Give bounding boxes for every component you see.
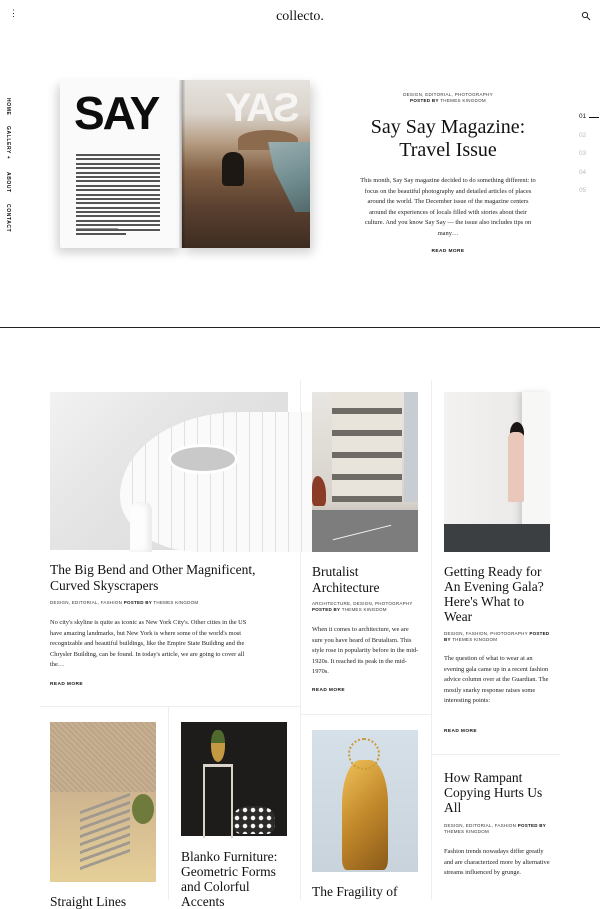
grid-divider	[168, 706, 169, 900]
hero-excerpt: This month, Say Say magazine decided to do something different: to focus on the beautiful photography and detailed articles of places around the world. The December issue of the magazine centers around the experiences of locals filled with stories about their culture. And you know Say Say — the issue also includes tips on many…	[360, 177, 536, 237]
slide-number-04[interactable]: 04	[579, 168, 587, 176]
article-title[interactable]: How Rampant Copying Hurts Us All	[444, 770, 543, 815]
article-title[interactable]: The Big Bend and Other Magnificent, Curved Skyscrapers	[50, 562, 256, 593]
posted-by-label: POSTED BY	[517, 823, 546, 828]
article-title[interactable]: Blanko Furniture: Geometric Forms and Colorful Accents	[181, 849, 278, 909]
article-card	[181, 722, 289, 909]
article-read-more[interactable]: READ MORE	[312, 688, 345, 693]
slide-number-03[interactable]: 03	[579, 150, 587, 157]
nav-home[interactable]: HOME	[5, 98, 11, 116]
hero-meta	[360, 92, 536, 104]
article-categories[interactable]: ARCHITECTURE, DESIGN, PHOTOGRAPHY	[312, 601, 413, 606]
article-image[interactable]	[312, 392, 418, 550]
hiker-shape	[222, 152, 244, 186]
article-categories[interactable]: DESIGN, EDITORIAL, FASHION	[50, 600, 123, 605]
hero-slider	[0, 36, 600, 328]
article-card	[50, 392, 288, 692]
article-excerpt: No city's skyline is quite as iconic as New York City's. Other cities in the US have amazing landmarks, but New York is where some of the world's most recognizable and beautiful buildings, like the Empire State Building and the Chrysler Building, can be found. In today's article, we are going to cover all the…	[50, 619, 247, 669]
site-header	[0, 0, 600, 36]
hero-categories[interactable]: DESIGN, EDITORIAL, PHOTOGRAPHY	[403, 92, 493, 97]
article-card	[50, 722, 158, 909]
slide-number-05[interactable]: 05	[579, 187, 587, 194]
article-excerpt: The question of what to wear at an evening gala came up in a recent fashion advice column over at the Guardian. The mostly snarky response raises some interesting points:	[444, 655, 549, 705]
slide-number-01[interactable]: 01	[579, 113, 599, 132]
article-card	[444, 392, 552, 742]
article-author[interactable]: THEMES KINGDOM	[444, 829, 490, 834]
article-image[interactable]	[444, 392, 550, 550]
magazine-footer-text	[76, 224, 136, 231]
nav-about[interactable]: ABOUT	[5, 172, 11, 193]
hero-magazine-image[interactable]	[60, 80, 310, 250]
article-meta	[444, 631, 550, 643]
sea-shape	[250, 142, 310, 212]
article-author[interactable]: THEMES KINGDOM	[153, 600, 199, 605]
article-excerpt: Fashion trends nowadays differ greatly and are characterized more by alternative streams influenced by grunge.	[444, 848, 550, 877]
posted-by-label: POSTED BY	[410, 98, 439, 103]
search-icon[interactable]	[581, 11, 591, 21]
article-image[interactable]	[50, 722, 156, 882]
article-categories[interactable]: DESIGN, FASHION, PHOTOGRAPHY	[444, 631, 528, 636]
posted-by-label: POSTED BY	[312, 607, 341, 612]
article-card	[312, 392, 420, 702]
menu-icon[interactable]: ⋮	[9, 8, 18, 18]
hero-author-line	[360, 98, 536, 104]
article-meta	[50, 600, 280, 606]
article-author[interactable]: THEMES KINGDOM	[452, 637, 498, 642]
article-meta	[444, 823, 550, 835]
hero-read-more[interactable]: READ MORE	[431, 249, 465, 254]
article-image[interactable]	[181, 722, 287, 836]
article-image[interactable]	[312, 730, 418, 872]
article-meta	[312, 601, 418, 613]
nav-contact[interactable]: CONTACT	[5, 204, 11, 233]
slide-number-02[interactable]: 02	[579, 131, 587, 139]
article-title[interactable]: The Fragility of	[312, 884, 398, 899]
magazine-left-page	[60, 80, 182, 248]
magazine-right-page	[182, 80, 310, 248]
article-read-more[interactable]: READ MORE	[444, 729, 477, 734]
grid-divider	[301, 714, 431, 715]
hero-author[interactable]: THEMES KINGDOM	[440, 98, 486, 103]
grid-divider	[432, 754, 560, 755]
magazine-headline: SAY	[74, 87, 159, 139]
article-title[interactable]: Brutalist Architecture	[312, 564, 380, 595]
grid-divider	[40, 706, 300, 707]
hero-text	[360, 92, 536, 257]
slide-pagination	[579, 113, 599, 206]
article-title[interactable]: Getting Ready for An Evening Gala? Here's What to Wear	[444, 564, 544, 624]
article-excerpt: When it comes to architecture, we are sure you have heard of Brutalism. This style rose in popularity before in the mid-1920s. It reached its peak in the mid-1970s.	[312, 626, 419, 676]
grid-divider	[431, 380, 432, 900]
article-read-more[interactable]: READ MORE	[50, 682, 83, 687]
nav-gallery[interactable]: GALLERY +	[5, 126, 11, 160]
magazine-spine	[179, 80, 185, 248]
posted-by-label: POSTED BY	[123, 600, 152, 605]
article-card	[444, 770, 552, 900]
hero-title[interactable]: Say Say Magazine: Travel Issue	[370, 116, 526, 161]
magazine-mirror-headline: SAY	[227, 86, 300, 130]
article-card	[312, 730, 420, 900]
article-title[interactable]: Straight Lines	[50, 894, 127, 909]
site-logo[interactable]: collecto.	[276, 9, 324, 24]
posted-by-label: POSTED BY	[444, 631, 550, 642]
article-image[interactable]	[50, 392, 288, 550]
article-categories[interactable]: DESIGN, EDITORIAL, FASHION	[444, 823, 517, 828]
article-author[interactable]: THEMES KINGDOM	[341, 607, 387, 612]
